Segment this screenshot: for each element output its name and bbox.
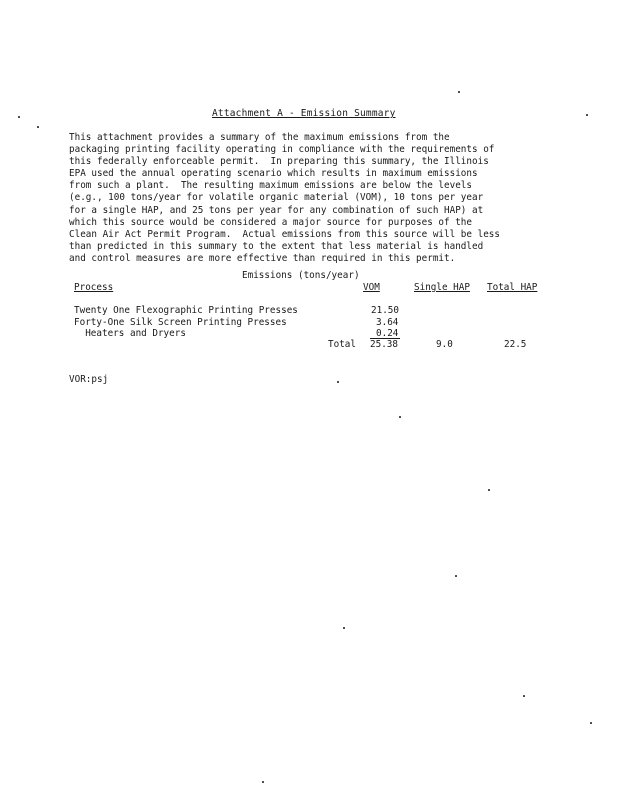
- typist-initials: VOR:psj: [69, 374, 109, 385]
- table-row-process: Forty-One Silk Screen Printing Presses: [74, 317, 287, 328]
- column-header-total-hap: Total HAP: [487, 282, 538, 293]
- paragraph-line: than predicted in this summary to the extent that less material is handled: [69, 240, 484, 252]
- paragraph-line: (e.g., 100 tons/year for volatile organic material (VOM), 10 tons per year: [69, 192, 484, 204]
- scan-speck: [262, 781, 264, 783]
- scan-speck: [488, 489, 490, 491]
- table-cell-vom: 0.24: [376, 328, 399, 339]
- table-row-process: Twenty One Flexographic Printing Presses: [74, 305, 298, 316]
- paragraph-line: and control measures are more effective than required in this permit.: [69, 252, 456, 264]
- paragraph-line: this federally enforceable permit. In preparing this summary, the Illinois: [69, 156, 489, 168]
- total-label: Total: [328, 339, 356, 350]
- scan-speck: [18, 116, 20, 118]
- table-row-process: Heaters and Dryers: [74, 328, 186, 339]
- column-header-single-hap: Single HAP: [414, 282, 470, 293]
- paragraph-line: EPA used the annual operating scenario which results in maximum emissions: [69, 168, 478, 180]
- paragraph-line: Clean Air Act Permit Program. Actual emissions from this source will be less: [69, 228, 500, 240]
- emissions-table-heading: Emissions (tons/year): [242, 270, 360, 281]
- scan-speck: [590, 722, 592, 724]
- scan-speck: [337, 381, 339, 383]
- scan-speck: [458, 91, 460, 93]
- paragraph-line: for a single HAP, and 25 tons per year for any combination of such HAP) at: [69, 204, 484, 216]
- scan-speck: [523, 695, 525, 697]
- paragraph-line: This attachment provides a summary of the maximum emissions from the: [69, 132, 450, 143]
- summary-paragraph: [69, 132, 549, 265]
- total-total-hap: 22.5: [504, 339, 527, 350]
- scan-speck: [399, 416, 401, 418]
- paragraph-line: packaging printing facility operating in compliance with the requirements of: [69, 144, 495, 156]
- paragraph-line: which this source would be considered a major source for purposes of the: [69, 216, 472, 228]
- column-header-vom: VOM: [363, 282, 380, 293]
- scan-speck: [343, 627, 345, 629]
- document-title: Attachment A - Emission Summary: [212, 108, 396, 119]
- scan-speck: [455, 575, 457, 577]
- total-vom: 25.38: [370, 339, 398, 350]
- total-single-hap: 9.0: [436, 339, 453, 350]
- table-cell-vom: 21.50: [371, 305, 399, 316]
- scan-speck: [37, 126, 39, 128]
- scan-speck: [586, 114, 588, 116]
- column-header-process: Process: [74, 282, 114, 293]
- table-cell-vom: 3.64: [376, 317, 399, 328]
- paragraph-line: from such a plant. The resulting maximum emissions are below the levels: [69, 180, 472, 192]
